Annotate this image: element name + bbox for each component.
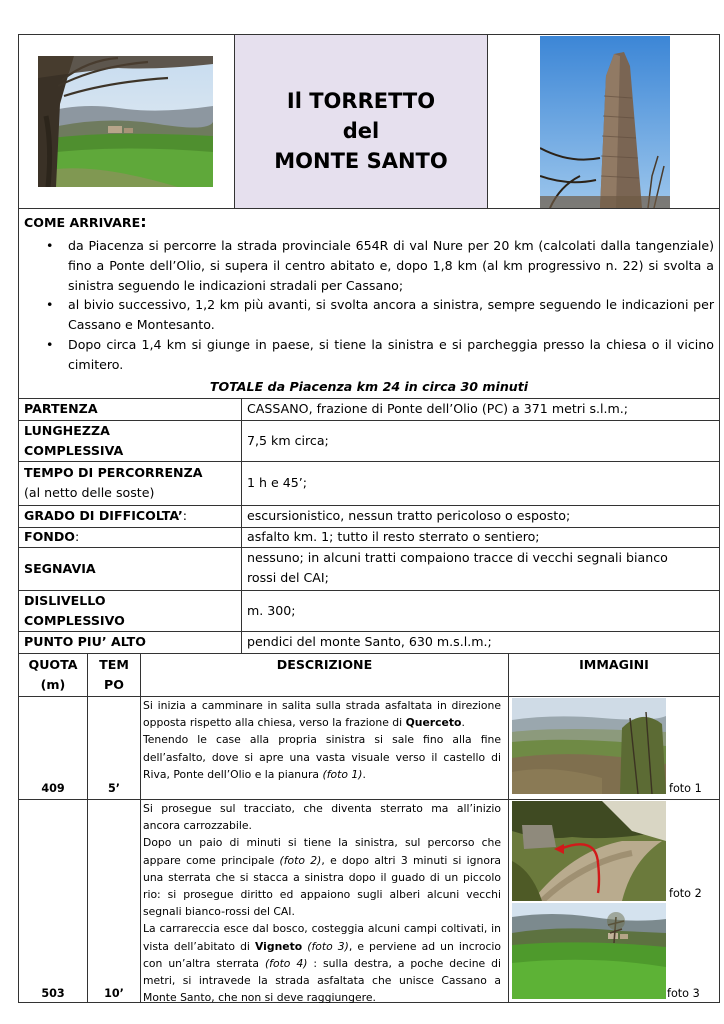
info-label-difficolta: [24, 508, 187, 523]
desc-text: Dopo un paio di minuti si tiene la sinistra, sul percorso che appare come principale: [143, 836, 501, 867]
info-label-fondo: [24, 529, 79, 544]
table-header-quota-line1: QUOTA: [28, 657, 78, 672]
route-photo-3: [512, 903, 666, 999]
description-paragraph: [143, 800, 501, 834]
info-value-tempo: 1 h e 45’;: [247, 475, 308, 490]
directions-bullet-text: da Piacenza si percorre la strada provinciale 654R di val Nure per 20 km (calcolati dalla tangenziale) fino a Ponte dell’Olio, si supera il centro abitato e, dopo 1,8 km (al km progressivo n. 22) si svolta a sinistra seguendo le indicazioni stradali per Cassano;: [68, 238, 714, 293]
info-label-partenza: PARTENZA: [24, 401, 98, 416]
row-quota: 503: [41, 987, 65, 1000]
info-value-fondo: asfalto km. 1; tutto il resto sterrato o sentiero;: [247, 529, 540, 544]
place-name-vigneto: Vigneto: [255, 939, 303, 953]
info-label-dislivello-line1: DISLIVELLO: [24, 593, 106, 608]
desc-text: Si inizia a camminare in salita sulla strada asfaltata in direzione opposta rispetto alla chiesa, verso la frazione di: [143, 699, 501, 730]
directions-heading-colon: :: [140, 212, 147, 231]
photo-reference: (foto 3): [302, 939, 349, 953]
info-value-dislivello: m. 300;: [247, 603, 296, 618]
info-label-fondo-text: FONDO: [24, 529, 76, 544]
desc-text: : sulla destra, a poche decine di metri, si intravede la strada asfaltata che unisce Cassano a Monte Santo, che non si deve raggiungere.: [143, 956, 501, 1005]
info-value-segnavia-line2: rossi del CAI;: [247, 570, 329, 585]
info-label-lunghezza-line2: COMPLESSIVA: [24, 443, 124, 458]
table-header-tempo-line1: TEM: [99, 657, 129, 672]
directions-bullet: [46, 295, 714, 335]
directions-bullet-text: al bivio successivo, 1,2 km più avanti, si svolta ancora a sinistra, sempre seguendo le indicazioni per Cassano e Montesanto.: [68, 297, 714, 333]
info-label-fondo-colon: :: [75, 529, 80, 544]
info-sublabel-tempo: (al netto delle soste): [24, 485, 155, 500]
title-line-1: Il TORRETTO: [286, 89, 436, 113]
row-tempo: 5’: [107, 782, 121, 795]
info-value-segnavia-line1: nessuno; in alcuni tratti compaiono tracce di vecchi segnali bianco: [247, 550, 668, 565]
bullet-dot-icon: •: [46, 238, 54, 253]
info-label-tempo: TEMPO DI PERCORRENZA: [24, 465, 203, 480]
row-description: [143, 697, 501, 783]
table-header-quota-line2: (m): [40, 677, 66, 692]
photo-caption: foto 3: [667, 987, 700, 1000]
table-row-quota-cell: [18, 799, 88, 1003]
info-label-difficolta-colon: :: [182, 508, 188, 523]
bullet-dot-icon: •: [46, 336, 54, 352]
tower-photo: [540, 36, 670, 208]
info-label-segnavia: SEGNAVIA: [24, 561, 96, 576]
row-tempo: 10’: [104, 987, 124, 1000]
description-paragraph: [143, 731, 501, 783]
desc-text: Tenendo le case alla propria sinistra si sale fino alla fine dell’asfalto, dove si apre una vasta visuale verso il castello di Riva, Ponte dell’Olio e la pianura: [143, 733, 501, 781]
desc-text: Si prosegue sul tracciato, che diventa sterrato ma all’inizio ancora carrozzabile.: [143, 802, 501, 833]
page-title: [234, 86, 488, 176]
info-label-difficolta-text: GRADO DI DIFFICOLTA’: [24, 508, 183, 523]
info-label-lunghezza-line1: LUNGHEZZA: [24, 423, 110, 438]
directions-bullet: [46, 236, 714, 295]
desc-text: .: [461, 716, 465, 730]
info-value-cell: [241, 590, 720, 632]
route-photo-2: [512, 801, 666, 901]
table-header-tempo-line2: PO: [104, 677, 124, 692]
table-header-descrizione: DESCRIZIONE: [276, 657, 373, 672]
place-name-querceto: Querceto: [405, 716, 462, 730]
info-label-dislivello-line2: COMPLESSIVO: [24, 613, 125, 628]
table-header-immagini: IMMAGINI: [579, 657, 649, 672]
table-row-tempo-cell: [87, 799, 141, 1003]
directions-total: TOTALE da Piacenza km 24 in circa 30 minuti: [209, 379, 529, 394]
photo-reference: (foto 2): [279, 853, 322, 867]
row-description: [143, 800, 501, 1006]
directions-heading-text: COME ARRIVARE: [24, 215, 141, 230]
photo-reference: (foto 4): [264, 956, 308, 970]
title-line-2: del: [342, 119, 380, 143]
info-value-punto-alto: pendici del monte Santo, 630 m.s.l.m.;: [247, 634, 492, 649]
directions-bullet: [46, 335, 714, 375]
directions-bullet-text: Dopo circa 1,4 km si giunge in paese, si tiene la sinistra e si parcheggia presso la chiesa o il vicino cimitero.: [68, 336, 714, 372]
title-line-3: MONTE SANTO: [274, 149, 448, 173]
description-paragraph: [143, 834, 501, 920]
info-label-punto-alto: PUNTO PIU’ ALTO: [24, 634, 146, 649]
bullet-dot-icon: •: [46, 297, 54, 313]
desc-text: .: [362, 767, 366, 781]
directions-list: [46, 236, 714, 375]
desc-text: La carrareccia esce dal bosco, costeggia alcuni campi coltivati, in vista dell’abitato di: [143, 922, 501, 953]
info-value-difficolta: escursionistico, nessun tratto pericoloso o esposto;: [247, 508, 571, 523]
photo-reference: (foto 1): [322, 767, 363, 781]
desc-text: , e perviene ad un incrocio con un’altra sterrata: [143, 939, 501, 970]
route-photo-1: [512, 698, 666, 794]
info-value-partenza: CASSANO, frazione di Ponte dell’Olio (PC) a 371 metri s.l.m.;: [247, 401, 629, 416]
description-paragraph: [143, 697, 501, 731]
desc-text: , e dopo altri 3 minuti si ignora una sterrata che si stacca a sinistra dopo il guado di un piccolo rio: si prosegue diritto ed appaiono sugli alberi alcuni vecchi segnali bianco-rossi del CAI.: [143, 853, 501, 919]
photo-caption: foto 2: [669, 887, 702, 900]
description-paragraph: [143, 920, 501, 1006]
info-value-cell: [241, 461, 720, 506]
landscape-photo: [38, 56, 213, 187]
directions-heading: [24, 212, 147, 231]
info-value-lunghezza: 7,5 km circa;: [247, 433, 329, 448]
photo-caption: foto 1: [669, 782, 702, 795]
row-quota: 409: [41, 782, 65, 795]
